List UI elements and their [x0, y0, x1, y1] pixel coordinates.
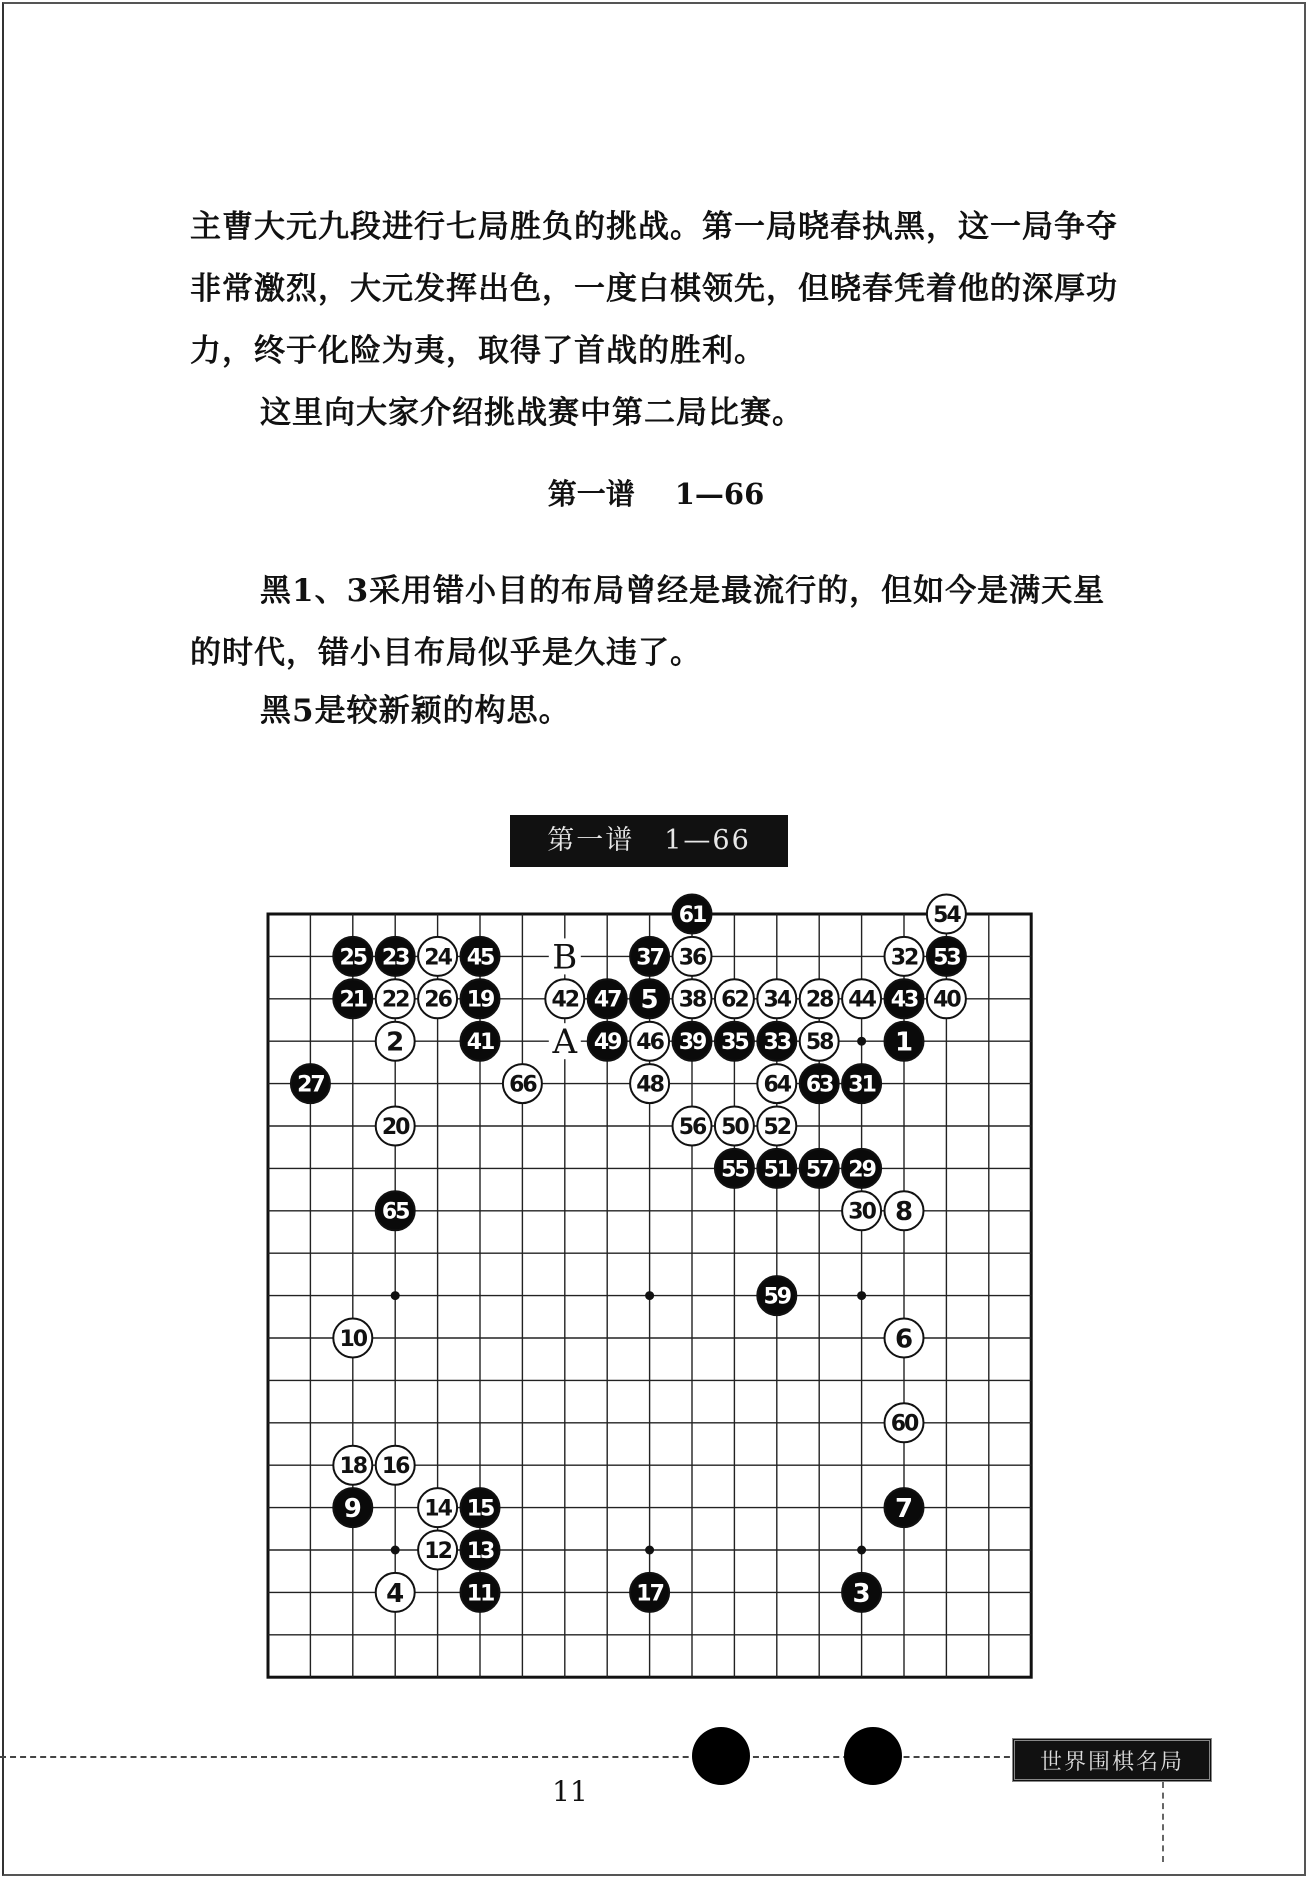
stone-move-number: 66 [509, 1072, 536, 1098]
hoshi-point [857, 1037, 866, 1046]
series-badge: 世界围棋名局 [1012, 1738, 1212, 1782]
stone-move-number: 48 [636, 1072, 663, 1098]
hoshi-point [391, 1546, 400, 1555]
stone-move-number: 39 [678, 1030, 706, 1056]
stone-move-number: 55 [721, 1157, 748, 1183]
stone-move-number: 37 [636, 945, 663, 971]
stone-move-number: 50 [721, 1114, 748, 1140]
stone-move-number: 24 [424, 945, 451, 971]
stone-move-number: 13 [466, 1538, 494, 1564]
stone-move-number: 19 [466, 987, 494, 1013]
board-marker-b: B [552, 937, 578, 978]
stone-move-number: 11 [466, 1581, 494, 1607]
hoshi-point [645, 1291, 654, 1300]
stone-move-number: 51 [763, 1157, 791, 1183]
paragraph-3: 黑1、3采用错小目的布局曾经是最流行的，但如今是满天星的时代，错小目布局似乎是久违了。 [190, 573, 1106, 671]
stone-move-number: 46 [636, 1030, 663, 1056]
stone-move-number: 64 [763, 1072, 791, 1098]
stone-move-number: 27 [297, 1072, 324, 1098]
stone-move-number: 65 [381, 1199, 409, 1225]
stone-move-number: 52 [763, 1114, 791, 1140]
hoshi-point [645, 1546, 654, 1555]
stone-move-number: 22 [381, 987, 409, 1013]
footer-tick [1162, 1782, 1164, 1862]
stone-move-number: 30 [848, 1199, 875, 1225]
stone-move-number: 47 [593, 987, 621, 1013]
hoshi-point [391, 1291, 400, 1300]
stone-move-number: 38 [678, 987, 706, 1013]
stone-move-number: 1 [894, 1027, 914, 1058]
stone-move-number: 21 [339, 987, 367, 1013]
page-number: 11 [552, 1775, 588, 1808]
stone-move-number: 20 [381, 1114, 409, 1140]
stone-move-number: 45 [466, 945, 494, 971]
stone-move-number: 57 [805, 1157, 833, 1183]
stone-move-number: 6 [894, 1324, 914, 1355]
stone-move-number: 16 [381, 1454, 409, 1480]
stone-move-number: 3 [852, 1578, 871, 1609]
stone-move-number: 54 [933, 902, 960, 928]
stone-move-number: 56 [678, 1114, 706, 1140]
diagram-label-range: 1—66 [664, 825, 751, 856]
stone-move-number: 5 [640, 985, 659, 1016]
stone-move-number: 42 [551, 987, 579, 1013]
stone-move-number: 43 [890, 987, 918, 1013]
stone-move-number: 62 [721, 987, 748, 1013]
stone-move-number: 28 [805, 987, 833, 1013]
board-marker-a: A [552, 1022, 578, 1063]
stone-move-number: 25 [339, 945, 367, 971]
paragraph-1: 主曹大元九段进行七局胜负的挑战。第一局晓春执黑，这一局争夺非常激烈，大元发挥出色，一度白棋领先，但晓春凭着他的深厚功力，终于化险为夷，取得了首战的胜利。 [190, 209, 1118, 369]
hoshi-point [857, 1546, 866, 1555]
stone-move-number: 36 [678, 945, 706, 971]
stone-move-number: 14 [424, 1496, 451, 1522]
stone-move-number: 61 [678, 902, 706, 928]
stone-move-number: 33 [763, 1030, 791, 1056]
stone-move-number: 8 [894, 1197, 914, 1228]
heading-range: 1—66 [674, 477, 765, 511]
stone-move-number: 29 [848, 1157, 875, 1183]
stone-move-number: 18 [339, 1454, 367, 1480]
heading-title: 第一谱 [547, 477, 635, 511]
paragraph-2: 这里向大家介绍挑战赛中第二局比赛。 [260, 395, 804, 431]
stone-move-number: 44 [848, 987, 875, 1013]
stone-move-number: 59 [763, 1284, 791, 1310]
footer-dot-right [844, 1727, 902, 1785]
stone-move-number: 2 [386, 1027, 405, 1058]
stone-move-number: 31 [848, 1072, 875, 1098]
hoshi-point [857, 1291, 866, 1300]
stone-move-number: 15 [466, 1496, 494, 1522]
stone-move-number: 9 [343, 1493, 362, 1524]
stone-move-number: 10 [339, 1326, 367, 1352]
stone-move-number: 4 [386, 1578, 405, 1609]
stone-move-number: 23 [381, 945, 409, 971]
stone-move-number: 60 [890, 1411, 918, 1437]
stone-move-number: 35 [721, 1030, 748, 1056]
stone-move-number: 34 [763, 987, 791, 1013]
stone-move-number: 53 [933, 945, 960, 971]
stone-move-number: 40 [933, 987, 960, 1013]
stone-move-number: 58 [805, 1030, 833, 1056]
paragraph-4: 黑5是较新颖的构思。 [260, 693, 571, 729]
diagram-label-title: 第一谱 [547, 825, 635, 856]
stone-move-number: 26 [424, 987, 451, 1013]
stone-move-number: 12 [424, 1538, 451, 1564]
stone-move-number: 49 [593, 1030, 621, 1056]
stone-move-number: 41 [466, 1030, 494, 1056]
stone-move-number: 17 [636, 1581, 663, 1607]
footer-dot-left [692, 1727, 750, 1785]
stone-move-number: 63 [805, 1072, 833, 1098]
stone-move-number: 32 [890, 945, 918, 971]
stone-move-number: 7 [894, 1493, 914, 1524]
